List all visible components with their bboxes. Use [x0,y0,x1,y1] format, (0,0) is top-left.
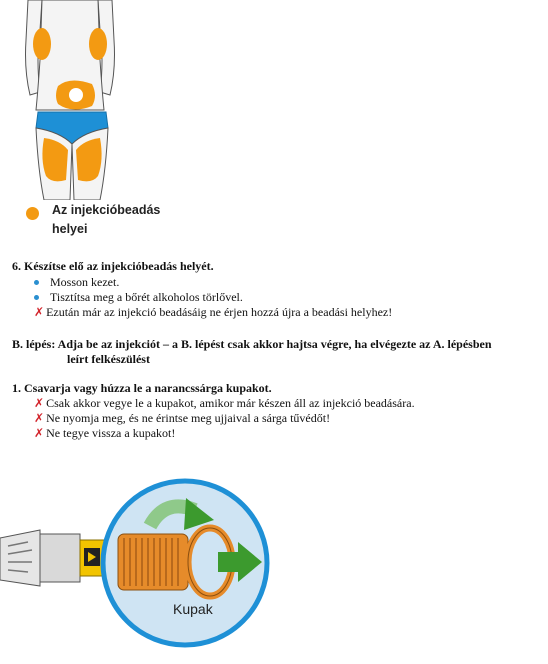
warning-text: Ne nyomja meg, és ne érintse meg ujjaival a sárga tűvédőt! [46,411,331,425]
cap-label: Kupak [173,601,213,617]
bullet-dot [34,295,39,300]
legend-label [52,201,160,239]
bullet-text: Mosson kezet. [50,275,120,289]
stepB-line-2: leírt felkészülést [67,352,150,366]
cross-icon: ✗ [34,426,45,440]
step1-title: 1. Csavarja vagy húzza le a narancssárga kupakot. [12,381,272,395]
step6-bullet-2 [34,290,243,305]
cross-icon: ✗ [34,305,45,319]
stepB-line-1: B. lépés: Adja be az injekciót – a B. lépést csak akkor hajtsa végre, ha elvégezte az A. lépésben [12,337,492,351]
legend-line-1: Az injekcióbeadás [52,203,161,217]
warning-text: Ne tegye vissza a kupakot! [46,426,176,440]
step6-warning [34,305,392,320]
step6-bullet-1 [34,275,119,290]
warning-text: Csak akkor vegye le a kupakot, amikor már készen áll az injekció beadására. [46,396,415,410]
body-diagram [0,0,140,200]
cross-icon: ✗ [34,396,45,410]
legend-line-2: helyei [52,222,88,236]
bullet-text: Tisztítsa meg a bőrét alkoholos törlővel. [50,290,243,304]
bullet-dot [34,280,39,285]
step1-warning-2 [34,411,330,426]
pen-body-icon [0,530,106,586]
step6-title: 6. Készítse elő az injekcióbeadás helyét. [12,259,214,273]
warning-text: Ezután már az injekció beadásáig ne érjen hozzá újra a beadási helyhez! [46,305,393,319]
cross-icon: ✗ [34,411,45,425]
legend-dot [26,207,39,220]
step1-warning-3 [34,426,175,441]
pen-illustration [0,468,300,659]
step1-warning-1 [34,396,415,411]
